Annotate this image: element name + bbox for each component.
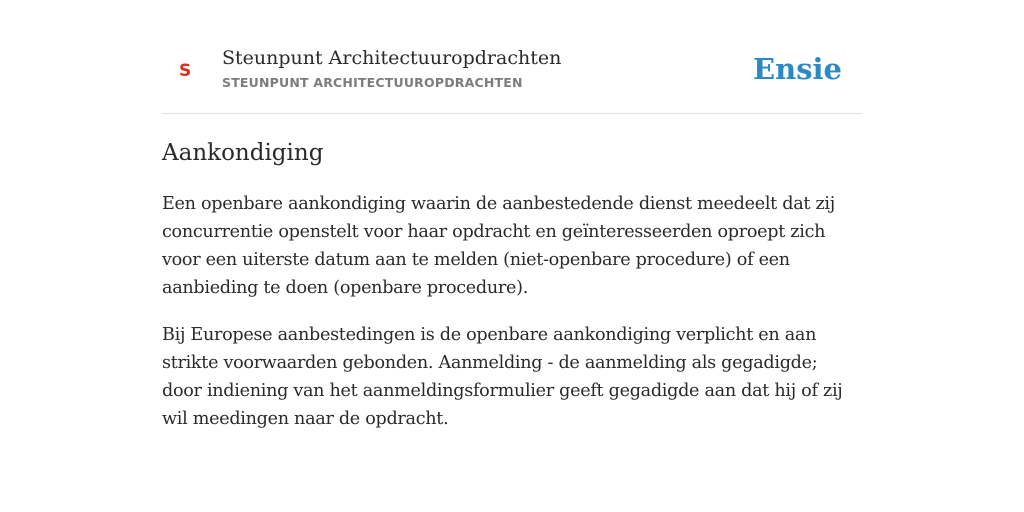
definition-paragraph-1: Een openbare aankondiging waarin de aanbestedende dienst meedeelt dat zij concurrentie openstelt voor haar opdracht en geïnteresseerden oproept zich voor een uiterste datum aan te melden (niet-openbare procedure) of een aanbieding te doen (openbare procedure). bbox=[162, 194, 835, 298]
page-title: Aankondiging bbox=[162, 140, 324, 166]
definition-card bbox=[162, 0, 862, 512]
publisher-subtitle: STEUNPUNT ARCHITECTUUROPDRACHTEN bbox=[222, 75, 523, 90]
definition-paragraph-2: Bij Europese aanbestedingen is de openbare aankondiging verplicht en aan strikte voorwaarden gebonden. Aanmelding - de aanmelding als gegadigde; door indiening van het aanmeldingsformulier geeft gegadigde aan dat hij of zij wil meedingen naar de opdracht. bbox=[162, 325, 843, 429]
publisher-title[interactable]: Steunpunt Architectuuropdrachten bbox=[222, 47, 562, 69]
brand-logo[interactable]: Ensie bbox=[753, 52, 842, 86]
card-header bbox=[162, 0, 862, 114]
publisher-logo[interactable]: S bbox=[179, 61, 192, 81]
